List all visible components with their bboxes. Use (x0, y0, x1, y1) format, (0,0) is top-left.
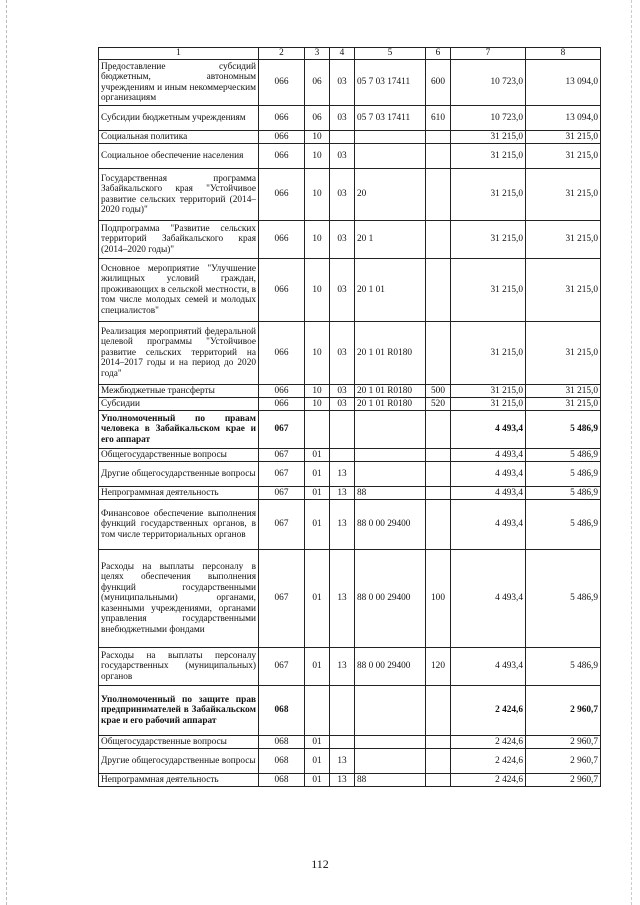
cell-name: Предоставление субсидий бюджетным, автономным учреждениям и иным некоммерческим организациям (99, 60, 259, 106)
cell-csr (355, 449, 426, 462)
cell-amount-year2: 31 215,0 (526, 131, 601, 144)
table-row (99, 60, 601, 106)
table-row (99, 106, 601, 131)
cell-ved: 067 (259, 462, 305, 487)
cell-amount-year2: 13 094,0 (526, 60, 601, 106)
cell-csr: 88 (355, 774, 426, 787)
cell-rz: 10 (305, 385, 330, 398)
cell-amount-year2: 2 960,7 (526, 774, 601, 787)
cell-amount-year1: 31 215,0 (451, 144, 526, 169)
cell-ved: 068 (259, 774, 305, 787)
cell-csr (355, 131, 426, 144)
cell-ved: 066 (259, 322, 305, 385)
cell-pr: 03 (330, 169, 355, 221)
cell-name: Социальное обеспечение населения (99, 144, 259, 169)
table-row (99, 411, 601, 449)
cell-amount-year1: 10 723,0 (451, 60, 526, 106)
cell-ved: 068 (259, 686, 305, 736)
cell-ved: 068 (259, 749, 305, 774)
cell-rz: 01 (305, 550, 330, 648)
cell-rz: 10 (305, 259, 330, 322)
table-row (99, 686, 601, 736)
cell-name: Непрограммная деятельность (99, 487, 259, 500)
cell-rz: 01 (305, 487, 330, 500)
cell-name: Другие общегосударственные вопросы (99, 749, 259, 774)
cell-csr (355, 749, 426, 774)
cell-name: Уполномоченный по правам человека в Забайкальском крае и его аппарат (99, 411, 259, 449)
table-row (99, 487, 601, 500)
cell-pr: 03 (330, 322, 355, 385)
table-row (99, 322, 601, 385)
table-row (99, 385, 601, 398)
table-body (99, 60, 601, 787)
cell-name: Расходы на выплаты персоналу в целях обеспечения выполнения функций государственными (муниципальными) органами, казенными учреждениями, органами управления государственными внебюджетными фондами (99, 550, 259, 648)
cell-pr: 03 (330, 106, 355, 131)
header-col-3: 3 (305, 48, 330, 60)
cell-pr: 03 (330, 385, 355, 398)
cell-vr (426, 462, 451, 487)
cell-vr (426, 736, 451, 749)
cell-vr (426, 259, 451, 322)
header-col-6: 6 (426, 48, 451, 60)
cell-vr: 520 (426, 398, 451, 411)
cell-ved: 066 (259, 259, 305, 322)
cell-amount-year2: 5 486,9 (526, 500, 601, 550)
cell-name: Основное мероприятие "Улучшение жилищных условий граждан, проживающих в сельской местности, в том числе молодых семей и молодых специалистов" (99, 259, 259, 322)
scan-edge-right (631, 0, 632, 905)
cell-vr (426, 774, 451, 787)
cell-rz: 10 (305, 169, 330, 221)
cell-rz: 10 (305, 322, 330, 385)
cell-name: Расходы на выплаты персоналу государственных (муниципальных) органов (99, 648, 259, 686)
cell-csr (355, 686, 426, 736)
cell-csr: 88 (355, 487, 426, 500)
cell-amount-year1: 4 493,4 (451, 500, 526, 550)
cell-ved: 066 (259, 169, 305, 221)
cell-pr: 13 (330, 774, 355, 787)
table-row (99, 221, 601, 259)
cell-pr: 03 (330, 259, 355, 322)
cell-amount-year1: 31 215,0 (451, 131, 526, 144)
cell-ved: 066 (259, 385, 305, 398)
cell-amount-year1: 10 723,0 (451, 106, 526, 131)
cell-ved: 066 (259, 106, 305, 131)
cell-pr: 13 (330, 648, 355, 686)
cell-amount-year1: 31 215,0 (451, 259, 526, 322)
cell-amount-year1: 31 215,0 (451, 398, 526, 411)
cell-amount-year2: 13 094,0 (526, 106, 601, 131)
cell-rz: 01 (305, 648, 330, 686)
cell-amount-year1: 2 424,6 (451, 686, 526, 736)
cell-vr (426, 131, 451, 144)
cell-pr (330, 411, 355, 449)
cell-ved: 066 (259, 221, 305, 259)
cell-name: Субсидии (99, 398, 259, 411)
cell-vr: 610 (426, 106, 451, 131)
cell-amount-year1: 4 493,4 (451, 487, 526, 500)
cell-amount-year2: 2 960,7 (526, 736, 601, 749)
cell-vr (426, 449, 451, 462)
cell-vr (426, 487, 451, 500)
cell-vr: 120 (426, 648, 451, 686)
cell-rz: 10 (305, 144, 330, 169)
cell-rz: 06 (305, 106, 330, 131)
cell-name: Социальная политика (99, 131, 259, 144)
cell-vr (426, 322, 451, 385)
table-row (99, 774, 601, 787)
cell-amount-year2: 2 960,7 (526, 686, 601, 736)
cell-vr (426, 411, 451, 449)
cell-name: Уполномоченный по защите прав предпринимателей в Забайкальском крае и его рабочий аппарат (99, 686, 259, 736)
header-col-5: 5 (355, 48, 426, 60)
cell-amount-year2: 2 960,7 (526, 749, 601, 774)
cell-csr: 20 1 01 (355, 259, 426, 322)
cell-ved: 067 (259, 449, 305, 462)
table-row (99, 259, 601, 322)
table-row (99, 131, 601, 144)
cell-name: Подпрограмма "Развитие сельских территорий Забайкальского края (2014–2020 годы)" (99, 221, 259, 259)
cell-amount-year1: 31 215,0 (451, 221, 526, 259)
cell-pr (330, 449, 355, 462)
cell-vr: 100 (426, 550, 451, 648)
cell-ved: 066 (259, 60, 305, 106)
cell-pr: 13 (330, 749, 355, 774)
cell-amount-year2: 5 486,9 (526, 462, 601, 487)
cell-pr: 03 (330, 144, 355, 169)
cell-name: Субсидии бюджетным учреждениям (99, 106, 259, 131)
cell-rz (305, 411, 330, 449)
cell-vr (426, 500, 451, 550)
cell-name: Реализация мероприятий федеральной целевой программы "Устойчивое развитие сельских территорий на 2014–2017 годы и на период до 2020 года" (99, 322, 259, 385)
cell-pr: 13 (330, 550, 355, 648)
table-row (99, 648, 601, 686)
cell-pr: 13 (330, 487, 355, 500)
cell-ved: 067 (259, 411, 305, 449)
cell-ved: 066 (259, 131, 305, 144)
cell-amount-year2: 5 486,9 (526, 487, 601, 500)
cell-ved: 066 (259, 144, 305, 169)
table-row (99, 550, 601, 648)
cell-csr: 88 0 00 29400 (355, 550, 426, 648)
cell-ved: 068 (259, 736, 305, 749)
cell-amount-year1: 4 493,4 (451, 550, 526, 648)
cell-amount-year1: 31 215,0 (451, 385, 526, 398)
cell-rz: 06 (305, 60, 330, 106)
cell-amount-year1: 4 493,4 (451, 411, 526, 449)
cell-amount-year2: 31 215,0 (526, 169, 601, 221)
cell-csr: 20 1 (355, 221, 426, 259)
cell-csr (355, 411, 426, 449)
cell-pr: 03 (330, 221, 355, 259)
cell-name: Межбюджетные трансферты (99, 385, 259, 398)
cell-amount-year2: 31 215,0 (526, 221, 601, 259)
cell-name: Финансовое обеспечение выполнения функций государственных органов, в том числе территориальных органов (99, 500, 259, 550)
cell-rz: 10 (305, 131, 330, 144)
cell-rz (305, 686, 330, 736)
cell-amount-year1: 2 424,6 (451, 736, 526, 749)
cell-amount-year1: 2 424,6 (451, 774, 526, 787)
cell-ved: 067 (259, 550, 305, 648)
cell-vr (426, 169, 451, 221)
header-col-7: 7 (451, 48, 526, 60)
cell-amount-year2: 5 486,9 (526, 648, 601, 686)
cell-vr (426, 221, 451, 259)
cell-name: Государственная программа Забайкальского края "Устойчивое развитие сельских территорий (2014–2020 годы)" (99, 169, 259, 221)
cell-name: Непрограммная деятельность (99, 774, 259, 787)
cell-pr (330, 131, 355, 144)
cell-vr (426, 144, 451, 169)
table-row (99, 462, 601, 487)
cell-amount-year2: 5 486,9 (526, 449, 601, 462)
cell-amount-year2: 31 215,0 (526, 322, 601, 385)
cell-amount-year2: 5 486,9 (526, 411, 601, 449)
cell-csr: 88 0 00 29400 (355, 648, 426, 686)
header-col-1: 1 (99, 48, 259, 60)
table-header-row (99, 48, 601, 60)
table-row (99, 749, 601, 774)
cell-pr (330, 686, 355, 736)
cell-csr (355, 144, 426, 169)
cell-ved: 067 (259, 648, 305, 686)
cell-rz: 01 (305, 736, 330, 749)
cell-vr: 600 (426, 60, 451, 106)
table-row (99, 398, 601, 411)
cell-name: Общегосударственные вопросы (99, 449, 259, 462)
cell-vr: 500 (426, 385, 451, 398)
cell-pr (330, 736, 355, 749)
cell-csr: 05 7 03 17411 (355, 106, 426, 131)
cell-rz: 01 (305, 449, 330, 462)
cell-name: Общегосударственные вопросы (99, 736, 259, 749)
cell-pr: 13 (330, 462, 355, 487)
cell-rz: 01 (305, 500, 330, 550)
cell-amount-year2: 31 215,0 (526, 259, 601, 322)
cell-rz: 01 (305, 774, 330, 787)
cell-pr: 13 (330, 500, 355, 550)
cell-csr: 20 1 01 R0180 (355, 385, 426, 398)
cell-amount-year1: 31 215,0 (451, 322, 526, 385)
cell-amount-year1: 2 424,6 (451, 749, 526, 774)
cell-csr: 05 7 03 17411 (355, 60, 426, 106)
cell-vr (426, 749, 451, 774)
cell-rz: 01 (305, 462, 330, 487)
cell-ved: 067 (259, 500, 305, 550)
cell-amount-year1: 4 493,4 (451, 449, 526, 462)
cell-ved: 067 (259, 487, 305, 500)
scan-edge-left (6, 0, 7, 905)
cell-amount-year2: 31 215,0 (526, 398, 601, 411)
header-col-2: 2 (259, 48, 305, 60)
cell-csr (355, 462, 426, 487)
cell-rz: 01 (305, 749, 330, 774)
cell-vr (426, 686, 451, 736)
cell-amount-year2: 31 215,0 (526, 144, 601, 169)
table-row (99, 736, 601, 749)
cell-csr (355, 736, 426, 749)
cell-amount-year1: 4 493,4 (451, 462, 526, 487)
cell-csr: 20 1 01 R0180 (355, 322, 426, 385)
budget-table (98, 47, 601, 787)
table-row (99, 449, 601, 462)
cell-rz: 10 (305, 398, 330, 411)
cell-amount-year2: 5 486,9 (526, 550, 601, 648)
table-row (99, 169, 601, 221)
cell-csr: 20 1 01 R0180 (355, 398, 426, 411)
cell-amount-year1: 31 215,0 (451, 169, 526, 221)
table-row (99, 500, 601, 550)
cell-ved: 066 (259, 398, 305, 411)
header-col-8: 8 (526, 48, 601, 60)
cell-name: Другие общегосударственные вопросы (99, 462, 259, 487)
page-number: 112 (311, 857, 329, 871)
header-col-4: 4 (330, 48, 355, 60)
cell-csr: 88 0 00 29400 (355, 500, 426, 550)
cell-csr: 20 (355, 169, 426, 221)
cell-amount-year1: 4 493,4 (451, 648, 526, 686)
cell-pr: 03 (330, 60, 355, 106)
cell-amount-year2: 31 215,0 (526, 385, 601, 398)
cell-pr: 03 (330, 398, 355, 411)
cell-rz: 10 (305, 221, 330, 259)
table-row (99, 144, 601, 169)
